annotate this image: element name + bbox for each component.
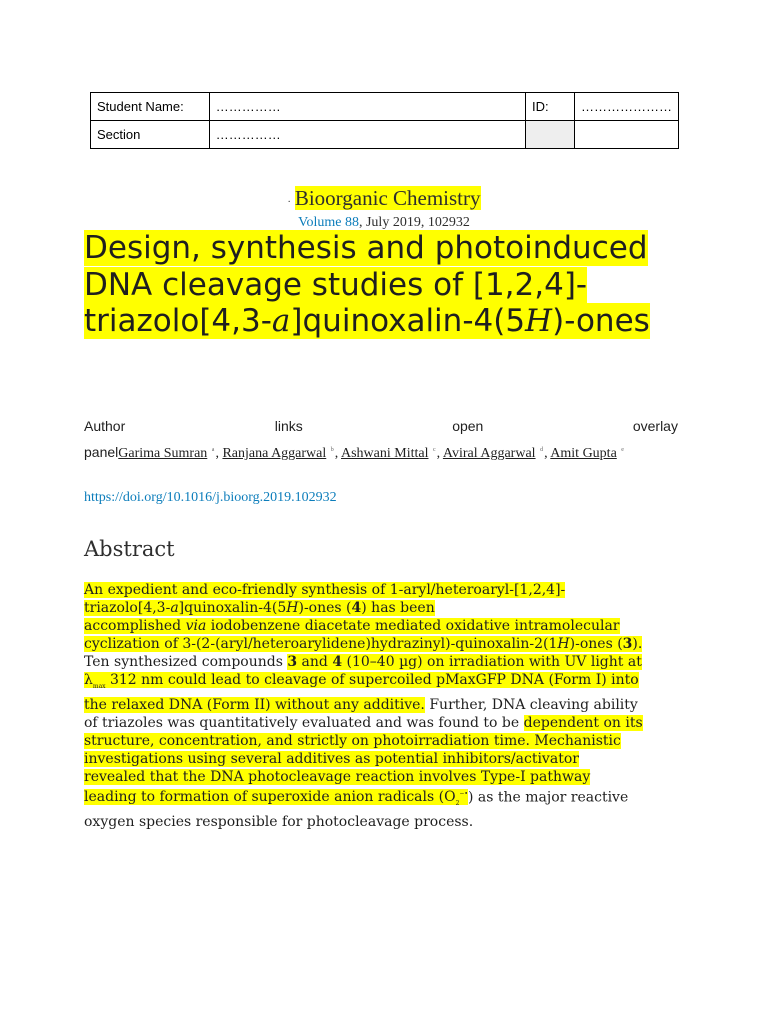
author-affiliation-sup: d: [540, 447, 544, 454]
title-italic-h: H: [525, 303, 553, 339]
author-links-word-1: Author: [84, 418, 126, 434]
author-link[interactable]: Aviral Aggarwal: [442, 446, 536, 461]
author-links-word-3: open: [452, 418, 484, 434]
abstract-text: Ten synthesized compounds: [84, 654, 288, 670]
author-link[interactable]: Ashwani Mittal: [341, 446, 429, 461]
title-part-3: )-ones: [552, 303, 650, 339]
id-field[interactable]: …………………: [575, 93, 679, 121]
abstract-italic: via: [185, 618, 207, 634]
journal-bullet: ·: [287, 197, 291, 208]
author-links-word-4: overlay: [632, 418, 678, 434]
id-label: ID:: [526, 93, 575, 121]
doi-link[interactable]: https://doi.org/10.1016/j.bioorg.2019.102932: [84, 490, 337, 505]
volume-link[interactable]: Volume 88: [298, 215, 359, 230]
volume-line: [0, 215, 768, 231]
empty-cell-right: [575, 121, 679, 149]
section-label: Section: [91, 121, 210, 149]
abstract-text: structure, concentration, and strictly on photoirradiation time. Mechanistic: [84, 732, 621, 749]
abstract-text: ) has been: [361, 600, 435, 616]
author-affiliation-sup: c: [433, 447, 436, 454]
author-link[interactable]: Amit Gupta: [550, 446, 617, 461]
lambda-symbol: λ: [84, 672, 93, 688]
empty-cell-left: [526, 121, 575, 149]
compound-4-ref: 4: [332, 654, 343, 670]
abstract-text: and: [297, 654, 333, 670]
student-name-label: Student Name:: [91, 93, 210, 121]
journal-line: [0, 186, 768, 211]
superoxide-radical-sup: −•: [459, 790, 468, 798]
student-name-row: [91, 93, 679, 121]
abstract-text: An expedient and eco-friendly synthesis of 1-aryl/heteroaryl-[1,2,4]-: [84, 582, 566, 598]
issue-info: , July 2019, 102932: [358, 215, 470, 230]
abstract-text: investigations using several additives as potential inhibitors/activator: [84, 750, 579, 767]
abstract-text: leading to formation of superoxide anion radicals (: [84, 789, 445, 806]
compound-4-ref: 4: [351, 600, 362, 616]
panel-label: panel: [84, 444, 119, 460]
abstract-italic: H: [286, 600, 299, 616]
abstract-text: iodobenzene diacetate mediated oxidative intramolecular: [206, 618, 620, 634]
author-link[interactable]: Garima Sumran: [118, 446, 208, 461]
abstract-text: Further, DNA cleaving ability: [424, 696, 638, 713]
section-row: [91, 121, 679, 149]
compound-3-ref: 3: [287, 654, 298, 670]
abstract-text: of triazoles was quantitatively evaluated and was found to be: [84, 714, 524, 731]
author-affiliation-sup: e: [621, 447, 624, 454]
author-link[interactable]: Ranjana Aggarwal: [222, 446, 327, 461]
abstract-text: )-ones (: [298, 600, 352, 616]
abstract-text: cyclization of 3-(2-(aryl/heteroarylidene)hydrazinyl)-quinoxalin-2(1: [84, 636, 558, 652]
journal-name[interactable]: Bioorganic Chemistry: [294, 186, 481, 210]
abstract-heading: Abstract: [84, 537, 175, 561]
abstract-text: ) as the major reactive: [467, 789, 629, 806]
author-list: panelGarima Sumran $^a$, Ranjana Aggarwal $^b$, Ashwani Mittal $^c$, Aviral Aggarwal $^d$, Amit Gupta $^e$: [84, 444, 624, 461]
author-affiliation-sup: a: [211, 447, 215, 454]
title-part-1: Design, synthesis and photoinduced DNA cleavage studies of [1,2,4]-triazolo[4,3-: [84, 230, 648, 339]
abstract-italic: H: [557, 636, 570, 652]
author-links-word-2: links: [274, 418, 303, 434]
abstract-text: (10–40 µg) on irradiation with UV light at: [342, 654, 642, 670]
author-affiliation-sup: b: [330, 447, 334, 454]
section-field[interactable]: ……………: [209, 121, 525, 149]
title-part-2: ]quinoxalin-4(5: [290, 303, 526, 339]
abstract-body: [84, 581, 690, 831]
abstract-text: accomplished: [84, 618, 186, 634]
abstract-text: triazolo[4,3-: [84, 600, 171, 616]
student-name-field[interactable]: ……………: [209, 93, 525, 121]
abstract-text: )-ones (: [569, 636, 623, 652]
student-info-table: [90, 92, 679, 149]
abstract-text: oxygen species responsible for photocleavage process.: [84, 814, 474, 831]
abstract-text: 312 nm could lead to cleavage of supercoiled pMaxGFP DNA (Form I) into: [105, 672, 639, 688]
superoxide-o: O: [444, 789, 456, 806]
abstract-text: revealed that the DNA photocleavage reaction involves Type-I pathway: [84, 768, 591, 785]
abstract-italic: a: [170, 600, 179, 616]
title-italic-a: a: [271, 303, 291, 339]
article-title: [84, 230, 684, 340]
abstract-text: ).: [632, 636, 643, 652]
compound-3-ref: 3: [622, 636, 633, 652]
abstract-text: the relaxed DNA (Form II) without any additive.: [84, 696, 425, 713]
author-links-toggle[interactable]: [84, 418, 678, 434]
superoxide-sub: 2: [455, 800, 460, 808]
lambda-max-sub: max: [92, 682, 106, 690]
abstract-text: ]quinoxalin-4(5: [178, 600, 287, 616]
abstract-text: dependent on its: [523, 714, 643, 731]
